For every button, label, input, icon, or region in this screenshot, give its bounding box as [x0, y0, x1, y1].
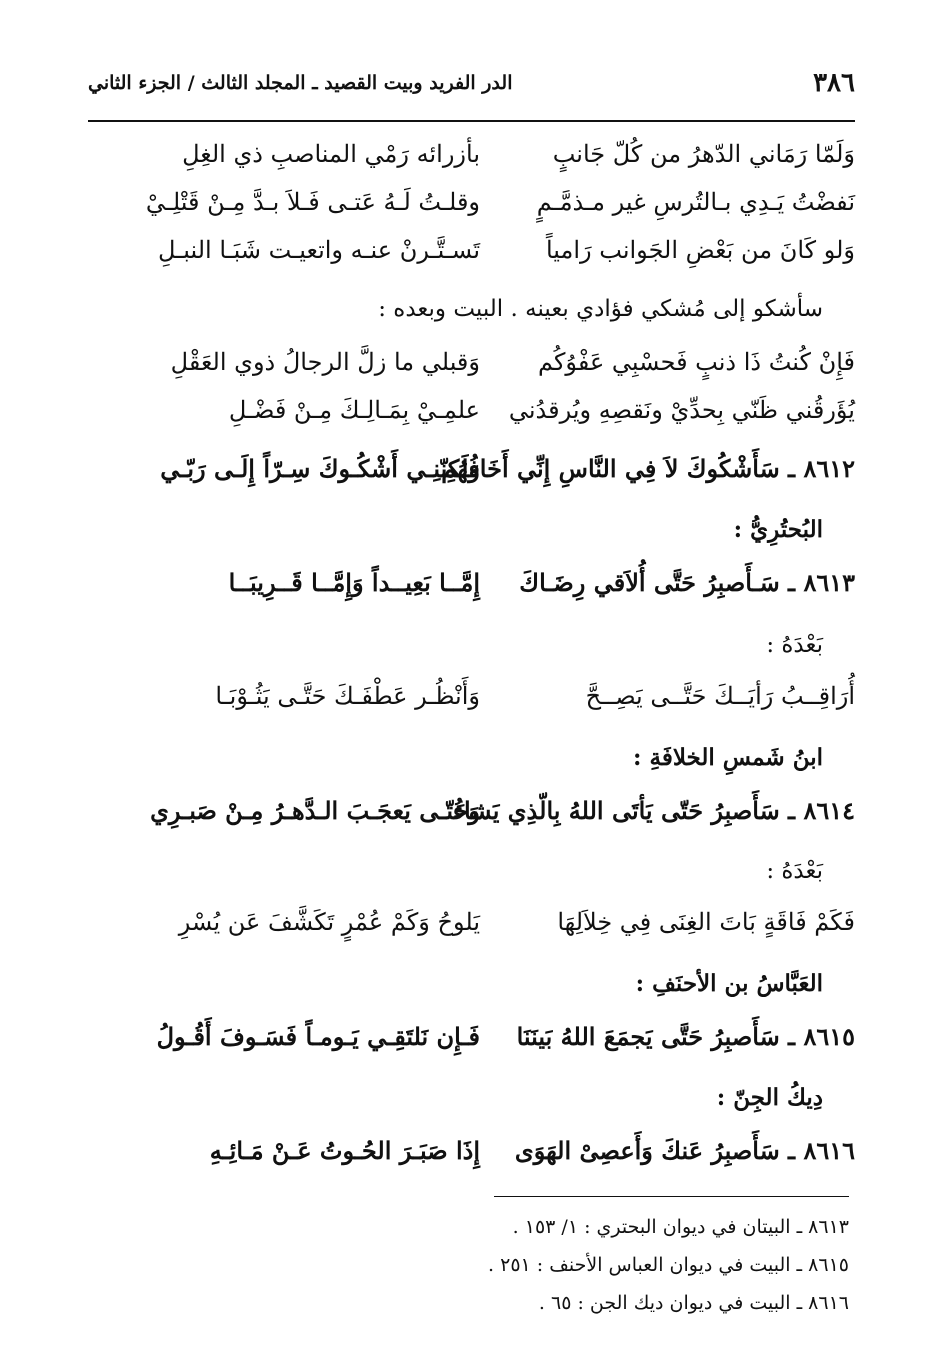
hemistich-first: ٨٦١٢ ـ سَأَشْكُوكَ لاَ فِي النَّاسِ إِنِّي أَخَافُهُم: [441, 454, 855, 483]
verse-row: [100, 908, 855, 952]
poet-name: البُحتُرِيُّ :: [733, 516, 823, 543]
hemistich-first: وَلو كَانَ من بَعْضِ الجَوانب رَامياً: [545, 236, 855, 264]
hemistich-first: فَإِنْ كُنتُ ذَا ذنبٍ فَحسْبِي عَفْوُكُم: [538, 348, 855, 376]
hemistich-first: ٨٦١٦ ـ سَأَصبِرُ عَنكَ وَأَعصِىْ الهَوَى: [514, 1136, 855, 1165]
verse-row: [100, 348, 855, 392]
verse-8616: [100, 1136, 855, 1180]
verse-8614: [100, 796, 855, 840]
hemistich-first: ٨٦١٥ ـ سَأَصبِرُ حَتَّى يَجمَعَ اللهُ بَينَنَا: [516, 1022, 855, 1051]
poet-name: دِيكُ الجِنّ :: [716, 1084, 823, 1111]
hemistich-second: إِذَا صَبَـرَ الحُـوتُ عَـنْ مَـائِـهِ: [209, 1136, 480, 1165]
verse-row: [100, 140, 855, 184]
poet-name: ابنُ شَمسِ الخلافَةِ :: [633, 744, 823, 771]
prose-line: سأشكو إلى مُشكي فؤادي بعينه . البيت وبعده :: [378, 296, 823, 322]
hemistich-first: ٨٦١٤ ـ سَأَصبِرُ حَتّى يَأتَى اللهُ بِالّذِي يَشاءُ: [452, 796, 855, 825]
verse-8612: [100, 454, 855, 498]
verse-row: [100, 236, 855, 280]
header-rule: [88, 120, 855, 122]
verse-8615: [100, 1022, 855, 1066]
hemistich-second: وَأَنْظُـر عَطْفَـكَ حَتَّـى يَثُـوْبَـا: [215, 682, 480, 710]
poet-name: العَبَّاسُ بن الأحنَفِ :: [635, 970, 823, 997]
footnote: ٨٦١٦ ـ البيت في ديوان ديك الجن : ٦٥ .: [538, 1292, 849, 1314]
hemistich-second: وقلـتُ لَـهُ عَتـى فَـلاَ بـدَّ مِـنْ قَتْلِـيْ: [145, 188, 480, 216]
running-title: الدر الفريد وبيت القصيد ـ المجلد الثالث / الجزء الثاني: [88, 72, 513, 94]
verse-row: [100, 188, 855, 232]
page-number: ٣٨٦: [813, 68, 855, 98]
verse-8613: [100, 568, 855, 612]
footnote-rule: [494, 1196, 849, 1197]
hemistich-first: نَفضْتُ يَـدِي بـالتُرسِ غير مـذمَّـمٍ: [536, 188, 855, 216]
hemistich-second: يَلوحُ وَكَمْ عُمْرٍ تَكَشَّفَ عَن يُسْرِ: [178, 908, 480, 936]
hemistich-second: علمِـيْ بِمَـالِـكَ مِـنْ فَضْـلِ: [228, 396, 480, 424]
verse-row: [100, 682, 855, 726]
verse-row: [100, 396, 855, 440]
footnote: ٨٦١٥ ـ البيت في ديوان العباس الأحنف : ٢٥١ .: [488, 1254, 849, 1276]
hemistich-second: وَلَكِنّنِـي أَشْكُـوكَ سِـرّاً إِلَـى رَبّـي: [160, 454, 480, 483]
page-header: [88, 68, 855, 108]
hemistich-first: فَكَمْ فَاقَةٍ بَاتَ الغِنَى فِي خِلاَلِهَا: [557, 908, 855, 936]
after-label: بَعْدَهُ :: [766, 632, 823, 658]
after-label: بَعْدَهُ :: [766, 858, 823, 884]
hemistich-first: ٨٦١٣ ـ سَـأَصبِرُ حَتَّى أُلاَقي رِضَـاكَ: [519, 568, 855, 597]
hemistich-first: أُرَاقِــبُ رَأيَــكَ حَتَّــى يَصِــحَّ: [585, 682, 855, 710]
hemistich-first: يُؤَرقُني ظَنّي بِحدِّيْ ونَقصِهِ ويُرقدُني: [508, 396, 855, 424]
hemistich-second: بأزرائه رَمْي المناصبِ ذي الغِلِ: [182, 140, 480, 168]
hemistich-second: فَـإِن نَلتَقِـي يَـومـاً فَسَـوفَ أَقُـولُ: [156, 1022, 480, 1051]
hemistich-second: إِمَّــا بَعِيــداً وَإِمَّــا قَــرِيبَــا: [228, 568, 480, 597]
hemistich-second: تَسـتَّـرنْ عنـه واتعيـت شَبَـا النبـلِ: [158, 236, 480, 264]
hemistich-first: وَلَمّا رَمَاني الدّهرُ من كُلّ جَانبٍ: [552, 140, 855, 168]
hemistich-second: وَحَتّـى يَعجَـبَ الـدَّهـرُ مِـنْ صَبـرِي: [150, 796, 480, 825]
hemistich-second: وَقبلي ما زلَّ الرجالُ ذوي العَقْلِ: [170, 348, 480, 376]
footnote: ٨٦١٣ ـ البيتان في ديوان البحتري : ١/ ١٥٣ .: [512, 1216, 849, 1238]
